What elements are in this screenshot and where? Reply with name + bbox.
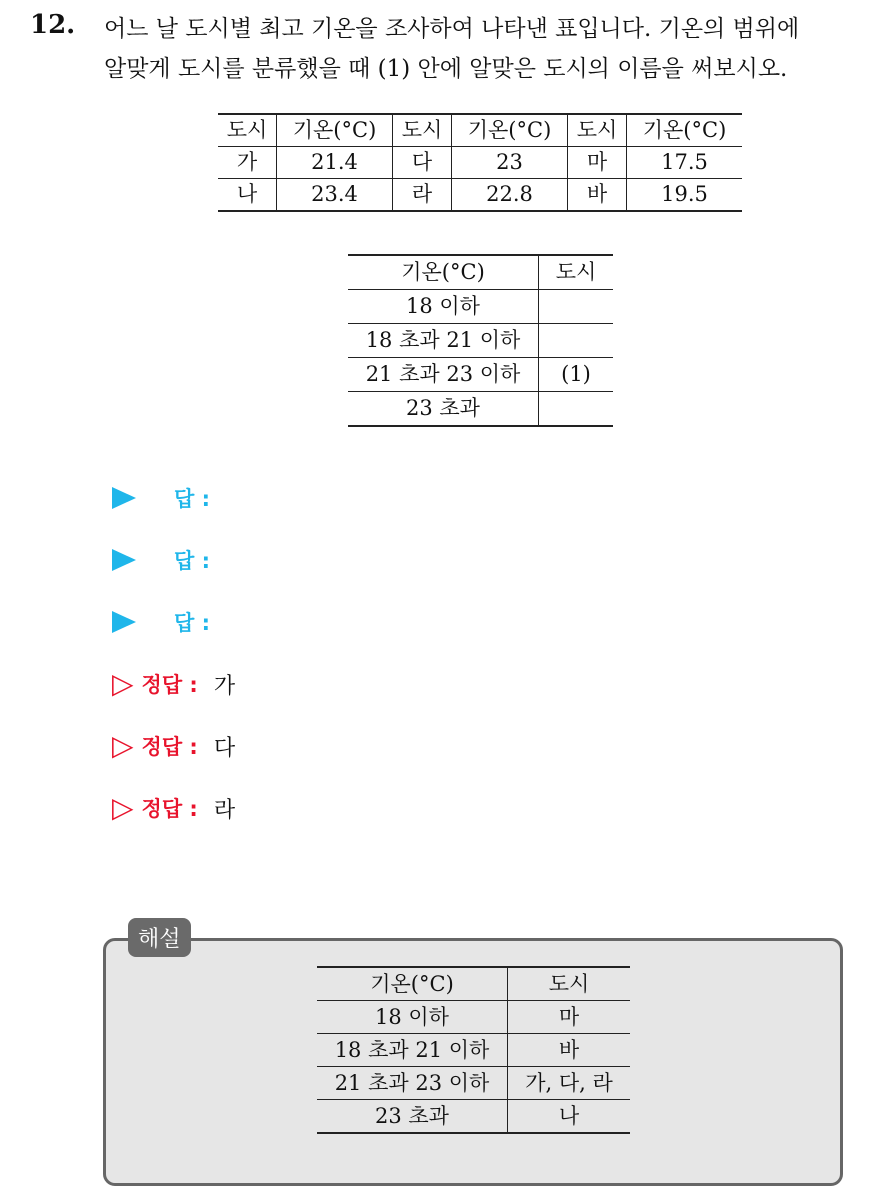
table-cell: 18 초과 21 이하 — [348, 324, 539, 358]
table-header-cell: 도시 — [508, 967, 631, 1001]
table-cell: 나 — [218, 179, 277, 212]
correct-answer-line — [112, 664, 235, 704]
table-header-row — [317, 967, 630, 1001]
table-cell: (1) — [539, 358, 614, 392]
table-cell: 23 초과 — [348, 392, 539, 427]
table-header-cell: 기온(°C) — [401, 260, 485, 284]
answer-line — [112, 540, 226, 580]
play-triangle-icon — [112, 611, 136, 633]
table-cell: 22.8 — [452, 179, 568, 212]
explanation-tag: 해설 — [128, 918, 191, 957]
table-row — [317, 1100, 630, 1134]
table-header-cell: 도시 — [393, 114, 452, 147]
table-row — [317, 1001, 630, 1034]
city-temperature-table — [218, 113, 742, 212]
table-header-row — [348, 255, 613, 290]
correct-answer-line — [112, 726, 235, 766]
table-cell — [539, 290, 614, 324]
table-cell: 다 — [393, 147, 452, 179]
table-cell: 나 — [508, 1100, 631, 1134]
table-header-cell: 도시 — [226, 118, 268, 142]
correct-answer-label: 정답 : — [141, 673, 198, 697]
answer-label: 답 : — [174, 611, 210, 635]
table-row — [348, 324, 613, 358]
correct-answer-value: 라 — [213, 797, 236, 823]
answer-line — [112, 478, 226, 518]
correct-answer-value: 다 — [213, 735, 236, 761]
correct-answer-label: 정답 : — [141, 735, 198, 759]
question-text-line-1: 어느 날 도시별 최고 기온을 조사하여 나타낸 표입니다. 기온의 범위에 — [104, 16, 800, 42]
table-cell: 17.5 — [627, 147, 743, 179]
table-cell: 라 — [393, 179, 452, 212]
table-row — [348, 290, 613, 324]
answer-line — [112, 602, 226, 642]
table-header-cell: 도시 — [568, 114, 627, 147]
table-cell: 가, 다, 라 — [508, 1067, 631, 1100]
table-cell: 마 — [568, 147, 627, 179]
table-cell: 바 — [568, 179, 627, 212]
table-cell: 21 초과 23 이하 — [348, 358, 539, 392]
question-number: 12. — [30, 10, 76, 40]
table-cell: 23.4 — [277, 179, 393, 212]
classification-table — [348, 254, 613, 427]
table-cell: 바 — [508, 1034, 631, 1067]
table-cell: 19.5 — [627, 179, 743, 212]
outline-triangle-icon: ▷ — [112, 729, 134, 762]
table-header-cell: 기온(°C) — [627, 114, 743, 147]
correct-answer-value: 가 — [213, 673, 236, 699]
table-row — [317, 1034, 630, 1067]
table-row — [348, 358, 613, 392]
table-cell: 18 이하 — [317, 1001, 508, 1034]
table-row — [317, 1067, 630, 1100]
table-cell: 가 — [218, 147, 277, 179]
answer-label: 답 : — [174, 487, 210, 511]
correct-answer-line — [112, 788, 235, 828]
outline-triangle-icon: ▷ — [112, 791, 134, 824]
table-header-cell: 기온(°C) — [452, 114, 568, 147]
table-cell: 23 초과 — [317, 1100, 508, 1134]
play-triangle-icon — [112, 549, 136, 571]
table-cell — [539, 392, 614, 427]
table-cell: 23 — [452, 147, 568, 179]
table-row — [218, 179, 742, 212]
table-row — [348, 392, 613, 427]
table-cell: 21 초과 23 이하 — [317, 1067, 508, 1100]
table-cell: 21.4 — [277, 147, 393, 179]
correct-answer-label: 정답 : — [141, 797, 198, 821]
table-header-cell: 기온(°C) — [277, 114, 393, 147]
table-header-cell: 기온(°C) — [370, 972, 454, 996]
table-row — [218, 147, 742, 179]
table-cell: 18 초과 21 이하 — [317, 1034, 508, 1067]
table-cell: 18 이하 — [348, 290, 539, 324]
table-cell — [539, 324, 614, 358]
table-header-row — [218, 114, 742, 147]
explanation-table — [317, 966, 630, 1134]
play-triangle-icon — [112, 487, 136, 509]
outline-triangle-icon: ▷ — [112, 667, 134, 700]
question-text-line-2: 알맞게 도시를 분류했을 때 (1) 안에 알맞은 도시의 이름을 써보시오. — [104, 56, 788, 82]
table-cell: 마 — [508, 1001, 631, 1034]
table-header-cell: 도시 — [539, 255, 614, 290]
answer-label: 답 : — [174, 549, 210, 573]
